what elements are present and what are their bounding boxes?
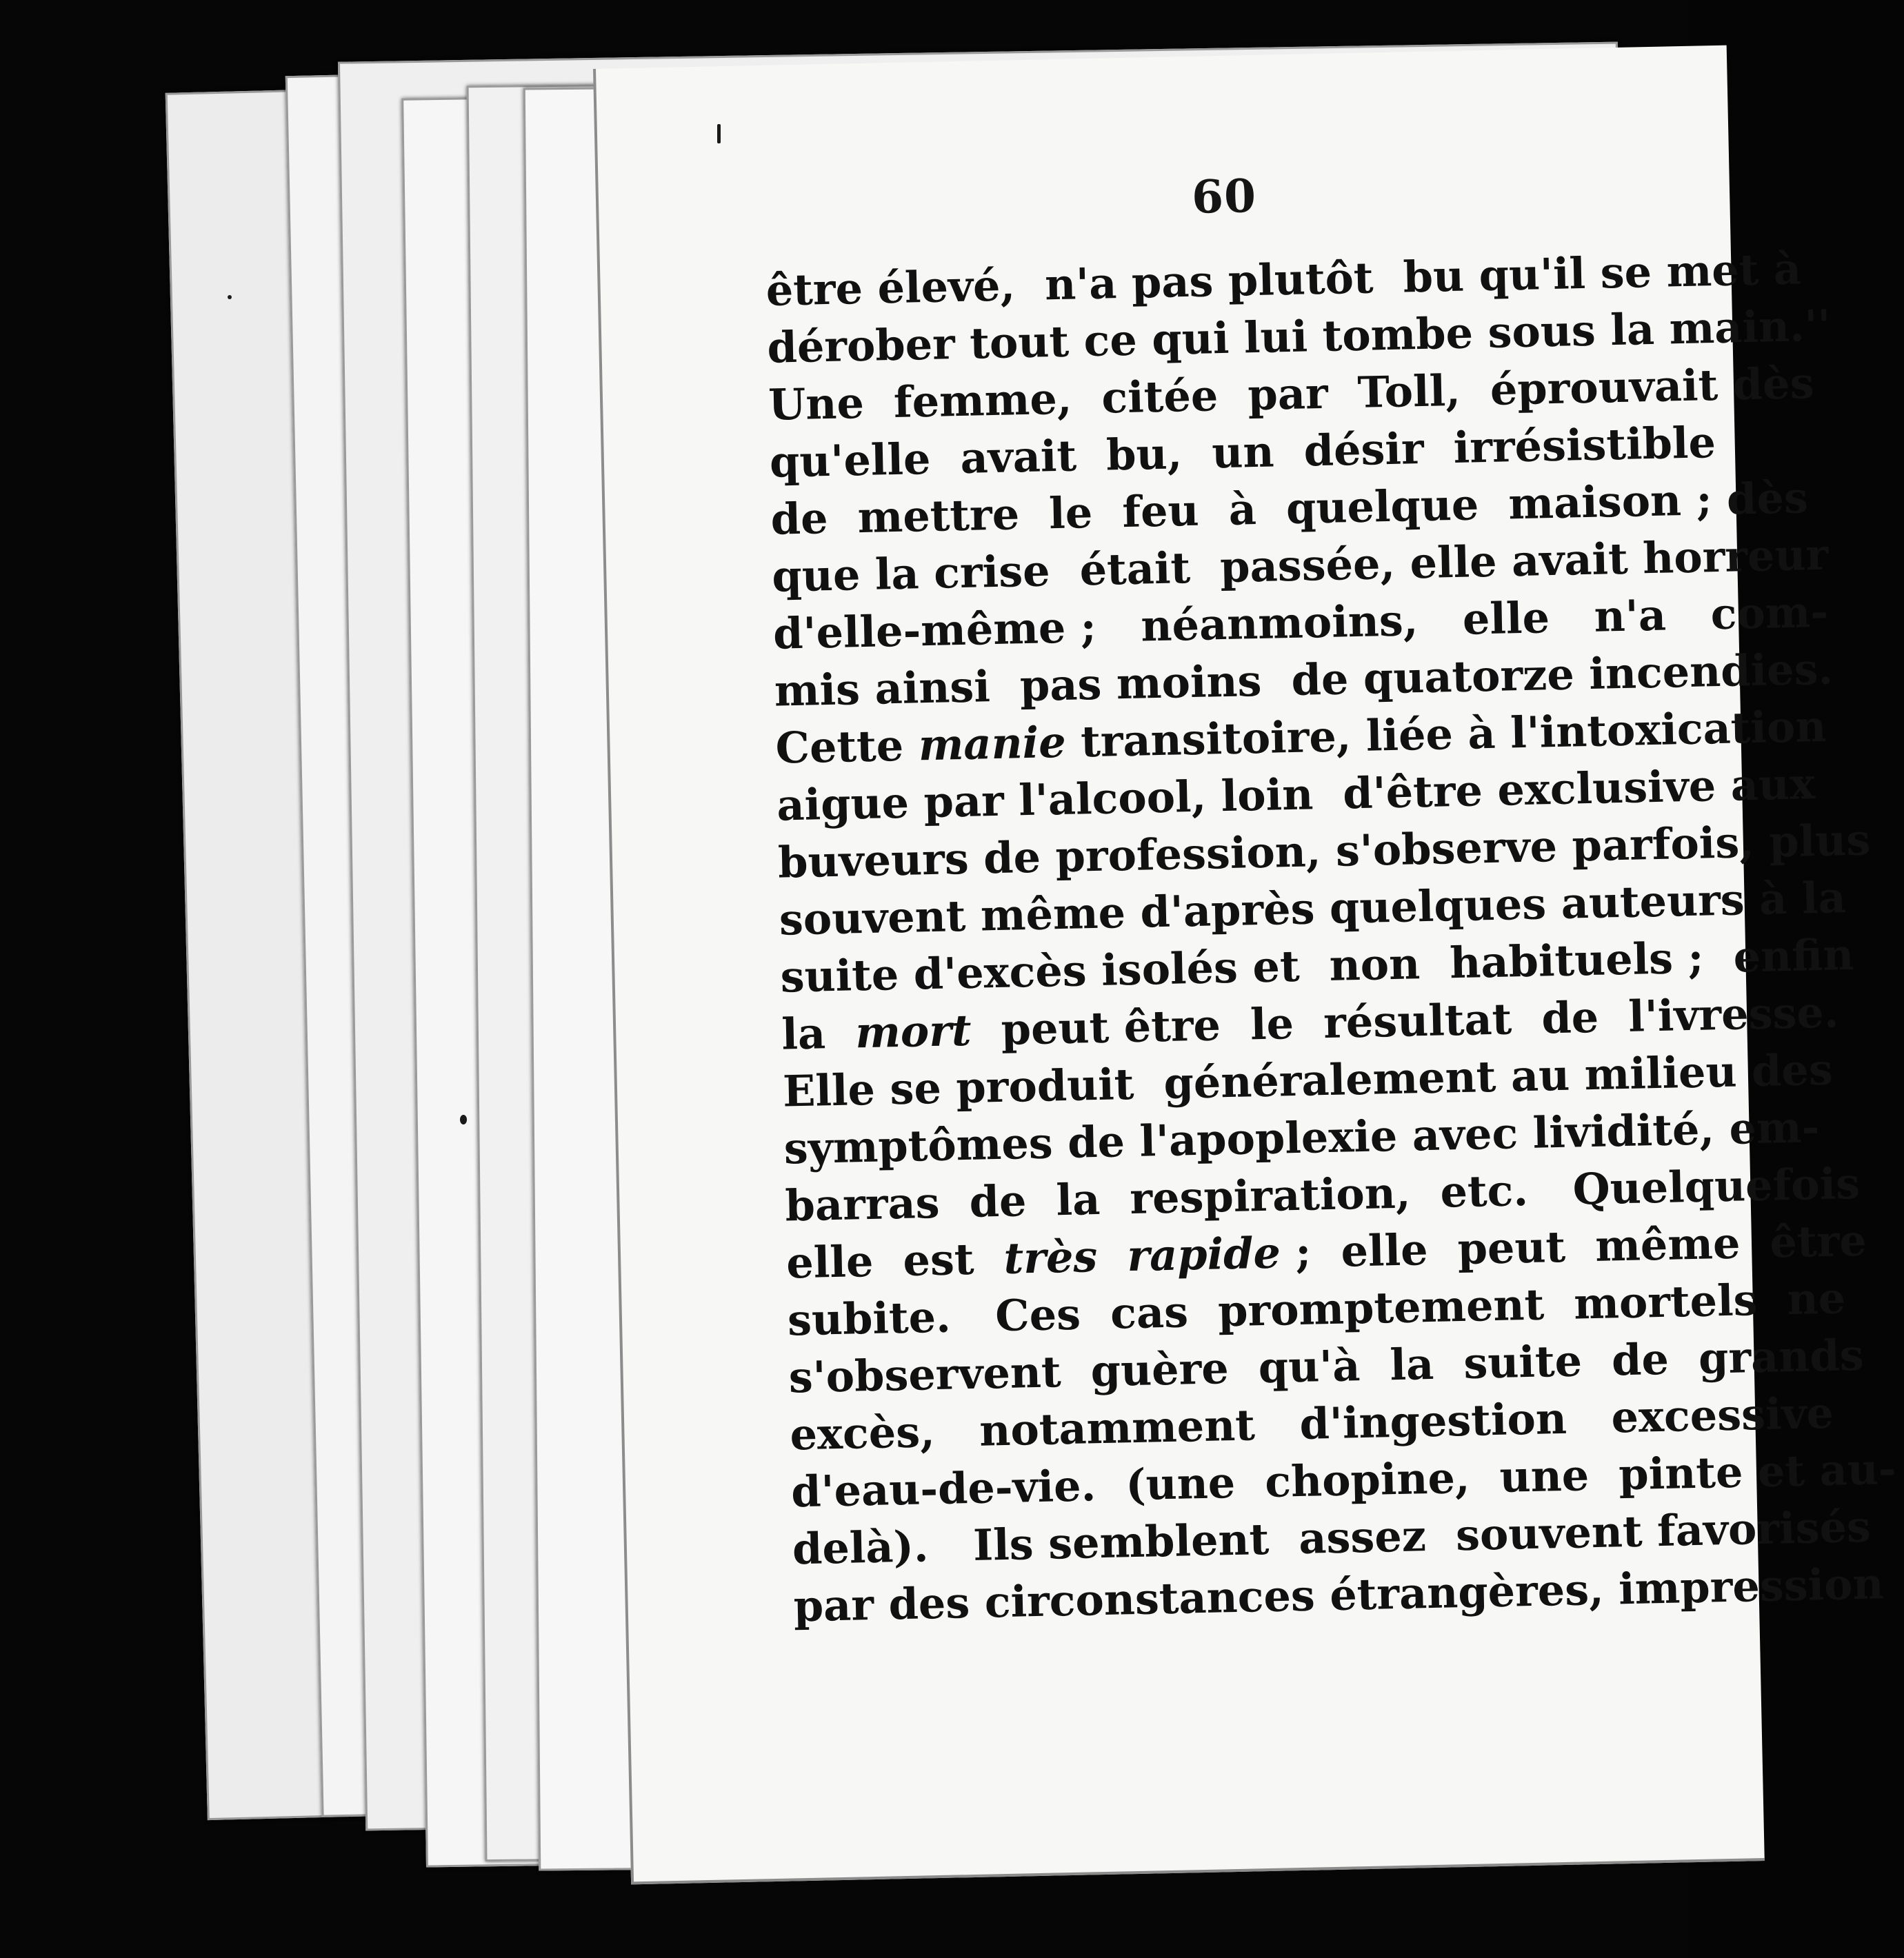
dust-speck bbox=[460, 1115, 467, 1124]
line-segment: buveurs de profession, s'observe parfois, plus bbox=[777, 814, 1871, 888]
line-segment: excès, notamment d'ingestion excessive bbox=[789, 1387, 1834, 1460]
line-segment: peut être le résultat de l'ivresse. bbox=[970, 987, 1840, 1056]
italic-word: très rapide bbox=[1003, 1227, 1281, 1284]
line-segment: transitoire, liée à l'intoxication bbox=[1065, 700, 1827, 767]
line-segment: la bbox=[781, 1007, 856, 1060]
line-segment: qu'elle avait bu, un désir irrésistible bbox=[769, 417, 1716, 487]
line-segment: Cette bbox=[774, 720, 919, 774]
line-segment: subite. Ces cas promptement mortels ne bbox=[787, 1273, 1846, 1346]
line-segment: dérober tout ce qui lui tombe sous la main.'' bbox=[766, 300, 1832, 373]
line-segment: que la crise était passée, elle avait horreur bbox=[771, 529, 1829, 602]
dust-speck bbox=[717, 124, 721, 143]
line-segment: de mettre le feu à quelque maison ; dès bbox=[770, 472, 1809, 545]
line-segment: suite d'excès isolés et non habituels ; enfin bbox=[779, 929, 1855, 1002]
line-segment: s'observent guère qu'à la suite de grands bbox=[788, 1329, 1865, 1403]
line-segment: d'eau-de-vie. (une chopine, une pinte et au- bbox=[790, 1443, 1897, 1517]
line-segment: aigue par l'alcool, loin d'être exclusive aux bbox=[776, 758, 1816, 831]
line-segment: elle est bbox=[785, 1233, 1005, 1289]
line-segment: être élevé, n'a pas plutôt bu qu'il se met à bbox=[765, 243, 1802, 316]
page-body-text bbox=[765, 242, 1897, 1635]
line-segment: d'elle-même ; néanmoins, elle n'a com- bbox=[772, 586, 1829, 659]
line-segment: delà). Ils semblent assez souvent favorisés bbox=[792, 1501, 1872, 1575]
line-segment: Elle se produit généralement au milieu des bbox=[782, 1044, 1834, 1117]
line-segment: souvent même d'après quelques auteurs à la bbox=[779, 872, 1847, 945]
line-segment: Une femme, citée par Toll, éprouvait dès bbox=[768, 358, 1815, 430]
line-segment: ; elle peut même être bbox=[1280, 1215, 1867, 1278]
book-page bbox=[593, 46, 1897, 1885]
line-segment: par des circonstances étrangères, impression bbox=[792, 1558, 1885, 1632]
dust-speck bbox=[228, 295, 232, 299]
line-segment: symptômes de l'apoplexie avec lividité, em- bbox=[783, 1102, 1821, 1174]
italic-word: mort bbox=[854, 1005, 972, 1058]
line-segment: barras de la respiration, etc. Quelquefois bbox=[784, 1158, 1861, 1231]
page-number: 60 bbox=[1191, 168, 1257, 224]
line-segment: mis ainsi pas moins de quatorze incendies. bbox=[774, 643, 1834, 716]
italic-word: manie bbox=[917, 716, 1067, 771]
